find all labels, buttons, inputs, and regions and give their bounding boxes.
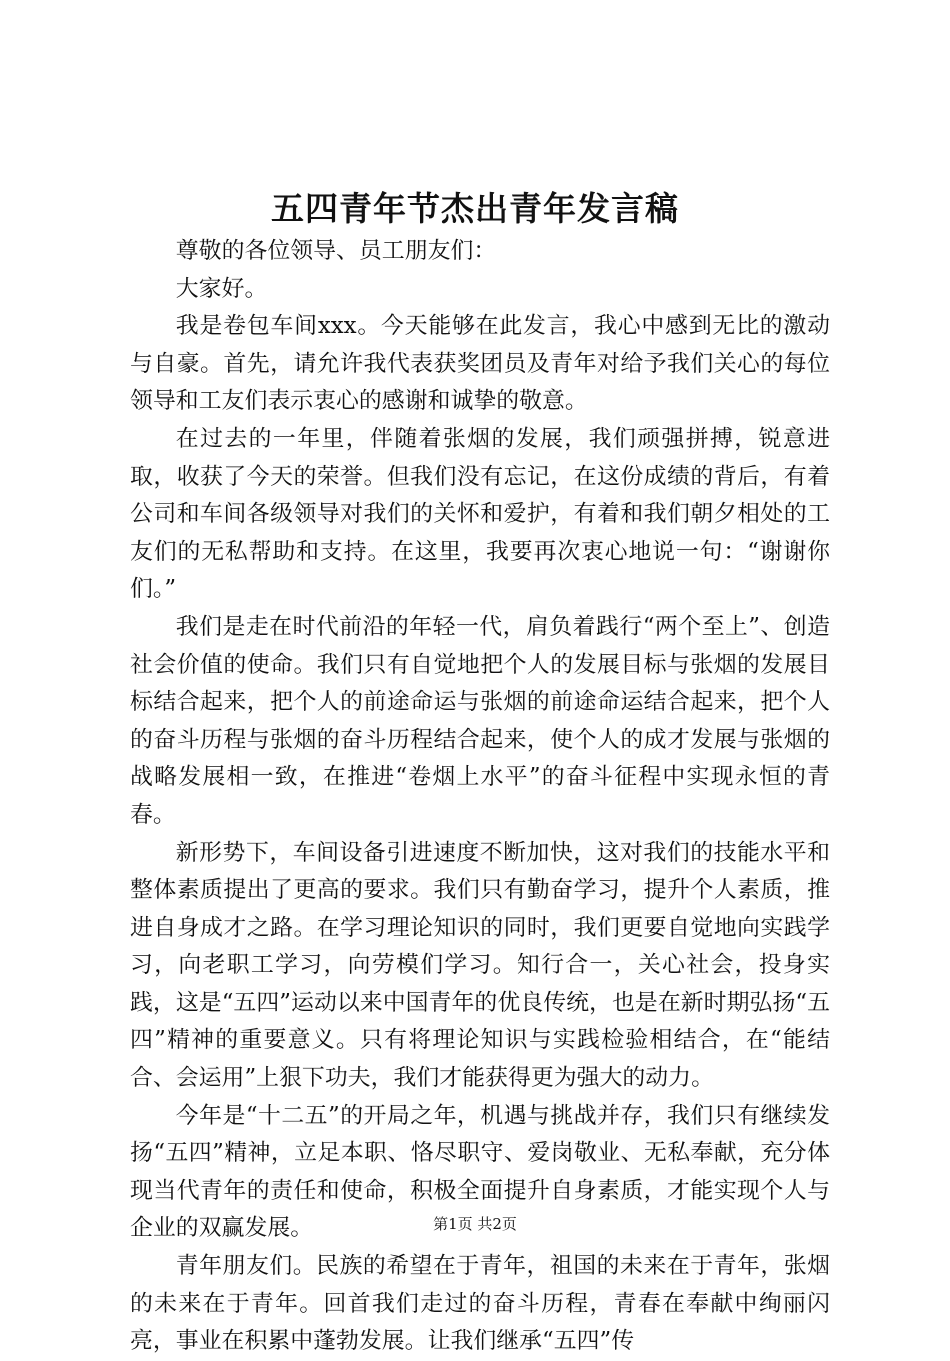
paragraph-youth-friends: 青年朋友们。民族的希望在于青年，祖国的未来在于青年，张烟的未来在于青年。回首我们走过的奋斗历程，青春在奉献中绚丽闪亮，事业在积累中蓬勃发展。让我们继承“五四”传 [130,1253,830,1355]
greeting: 大家好。 [175,275,268,302]
page-indicator: 第1页 共2页 [433,1215,517,1233]
paragraph-mission: 我们是走在时代前沿的年轻一代，肩负着践行“两个至上”、创造社会价值的使命。我们只有自觉地把个人的发展目标与张烟的发展目标结合起来，把个人的前途命运与张烟的前途命运结合起来，把个人的奋斗历程与张烟的奋斗历程结合起来，使个人的成才发展与张烟的战略发展相一致，在推进“卷烟上水平”的奋斗征程中实现永恒的青春。 [130,613,830,828]
paragraph-intro: 我是卷包车间xxx。今天能够在此发言，我心中感到无比的激动与自豪。首先，请允许我代表获奖团员及青年对给予我们关心的每位领导和工友们表示衷心的感谢和诚挚的敬意。 [130,313,830,415]
document-title: 五四青年节杰出青年发言稿 [271,189,679,228]
document-body [130,233,830,1361]
paragraph-new-situation: 新形势下，车间设备引进速度不断加快，这对我们的技能水平和整体素质提出了更高的要求。我们只有勤奋学习，提升个人素质，推进自身成才之路。在学习理论知识的同时，我们更要自觉地向实践学习，向老职工学习，向劳模们学习。知行合一，关心社会，投身实践，这是“五四”运动以来中国青年的优良传统，也是在新时期弘扬“五四”精神的重要意义。只有将理论知识与实践检验相结合，在“能结合、会运用”上狠下功夫，我们才能获得更为强大的动力。 [130,839,830,1092]
salutation: 尊敬的各位领导、员工朋友们： [175,238,497,264]
paragraph-past-year: 在过去的一年里，伴随着张烟的发展，我们顽强拼搏，锐意进取，收获了今天的荣誉。但我们没有忘记，在这份成绩的背后，有着公司和车间各级领导对我们的关怀和爱护，有着和我们朝夕相处的工友们的无私帮助和支持。在这里，我要再次衷心地说一句：“谢谢你们。” [130,425,830,603]
paragraph-this-year: 今年是“十二五”的开局之年，机遇与挑战并存，我们只有继续发扬“五四”精神，立足本职、恪尽职守、爱岗敬业、无私奉献，充分体现当代青年的责任和使命，积极全面提升自身素质，才能实现个人与企业的双赢发展。 [130,1102,830,1242]
